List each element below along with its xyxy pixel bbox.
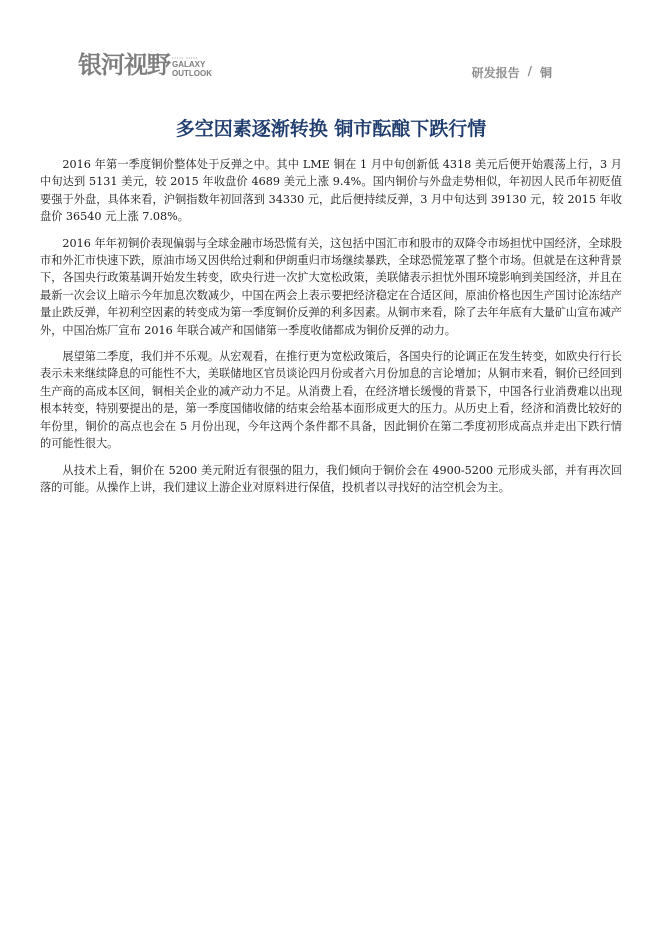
logo-dots: ••••• ••••• xyxy=(172,54,199,60)
page-header xyxy=(0,0,662,100)
breadcrumb-topic: 铜 xyxy=(539,66,552,80)
logo-galaxy: GALAXY xyxy=(172,59,206,69)
paragraph-4: 从技术上看，铜价在 5200 美元附近有很强的阻力，我们倾向于铜价会在 4900-5200 元形成头部，并有再次回落的可能。从操作上讲，我们建议上游企业对原料进行保值，投机者以寻找好的沽空机会为主。 xyxy=(40,463,622,494)
paragraph-2: 2016 年年初铜价表现偏弱与全球金融市场恐慌有关，这包括中国汇市和股市的双降令市场担忧中国经济，全球股市和外汇市快速下跌，原油市场又因供给过剩和伊朗重归市场继续暴跌，全球恐慌笼罩了整个市场。但就是在这种背景下，各国央行政策基调开始发生转变，欧央行进一次扩大宽松政策，美联储表示担忧外围环境影响到美国经济，并且在最新一次会议上暗示今年加息次数减少，中国在两会上表示要把经济稳定在合适区间，原油价格也因生产国讨论冻结产量止跌反弹，年初利空因素的转变成为第一季度铜价反弹的利多因素。从铜市来看，除了去年年底有大量矿山宣布减产外，中国冶炼厂宣布 2016 年联合减产和国储第一季度收储都成为铜价反弹的动力。 xyxy=(40,236,622,337)
breadcrumb xyxy=(472,64,552,81)
article-body xyxy=(40,156,622,505)
logo-english-text xyxy=(172,53,212,78)
logo-outlook: OUTLOOK xyxy=(172,68,212,78)
article-title: 多空因素逐渐转换 铜市酝酿下跌行情 xyxy=(175,118,487,140)
breadcrumb-separator: / xyxy=(527,64,532,78)
paragraph-1: 2016 年第一季度铜价整体处于反弹之中。其中 LME 铜在 1 月中旬创新低 4318 美元后便开始震荡上行，3 月中旬达到 5131 美元，较 2015 年收盘价 4689 美元上涨 9.4%。国内铜价与外盘走势相似，年初因人民币年初贬值要强于外盘，具体来看，沪铜指数年初回落到 34330 元，此后便持续反弹，3 月中旬达到 39130 元，较 2015 年收盘价 36540 元上涨 7.08%。 xyxy=(40,158,622,224)
breadcrumb-section: 研发报告 xyxy=(471,66,520,80)
paragraph-3: 展望第二季度，我们并不乐观。从宏观看，在推行更为宽松政策后，各国央行的论调正在发生转变，如欧央行行长表示未来继续降息的可能性不大，美联储地区官员谈论四月份或者六月份加息的言论增加；从铜市来看，铜价已经回到生产商的高成本区间，铜相关企业的减产动力不足。从消费上看，在经济增长缓慢的背景下，中国各行业消费难以出现根本转变，特别要提出的是，第一季度国储收储的结束会给基本面形成更大的压力。从历史上看，经济和消费比较好的年份里，铜价的高点也会在 5 月份出现，今年这两个条件都不具备，因此铜价在第二季度初形成高点并走出下跌行情的可能性很大。 xyxy=(40,350,622,451)
galaxy-outlook-logo xyxy=(78,50,212,80)
logo-chinese-text: 银河视野 xyxy=(78,51,170,79)
